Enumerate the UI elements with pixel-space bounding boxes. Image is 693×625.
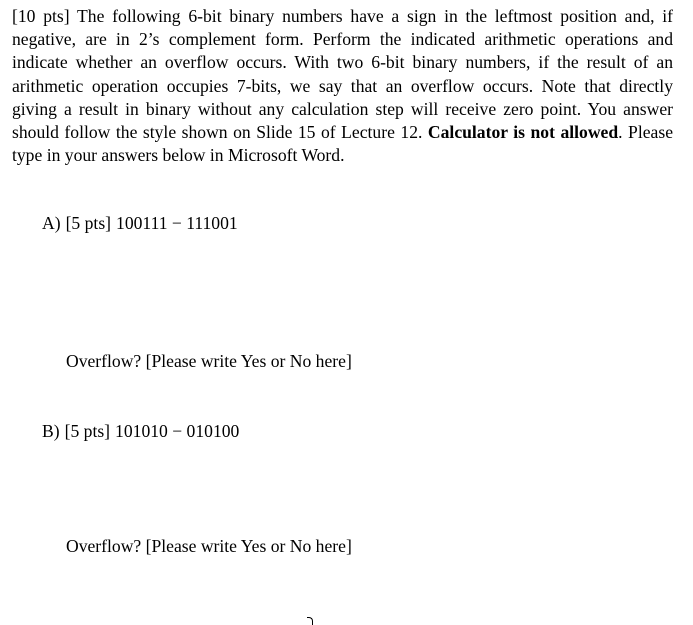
question-a-expression: 100111 − 111001 xyxy=(116,213,238,233)
question-b-expression: 101010 − 010100 xyxy=(115,421,240,441)
question-b xyxy=(42,420,239,442)
question-b-points: [5 pts] xyxy=(64,421,111,441)
question-b-label: B) xyxy=(42,421,60,441)
cropped-glyph-fragment xyxy=(307,617,313,625)
question-a xyxy=(42,212,238,234)
question-a-overflow-prompt[interactable]: Overflow? [Please write Yes or No here] xyxy=(66,351,352,371)
problem-intro-part1: [10 pts] The following 6-bit binary numbers have a sign in the leftmost position and, if negative, are in 2’s complement form. Perform the indicated arithmetic operations and indicate whether an overflow occurs. With two 6-bit binary numbers, if the result of an arithmetic operation occupies 7-bits, we say that an overflow occurs. Note that directly giving a result in binary without any calculation step will receive zero point. You answer should follow the style shown on Slide 15 of Lecture 12. xyxy=(12,6,673,143)
question-a-points: [5 pts] xyxy=(65,213,112,233)
problem-intro-part2: . Please type in your answers below in Microsoft Word. xyxy=(12,122,674,166)
calculator-not-allowed-text: Calculator is not allowed xyxy=(427,122,619,143)
problem-statement xyxy=(12,5,673,167)
question-a-label: A) xyxy=(42,213,61,233)
question-b-overflow-prompt[interactable]: Overflow? [Please write Yes or No here] xyxy=(66,536,352,556)
